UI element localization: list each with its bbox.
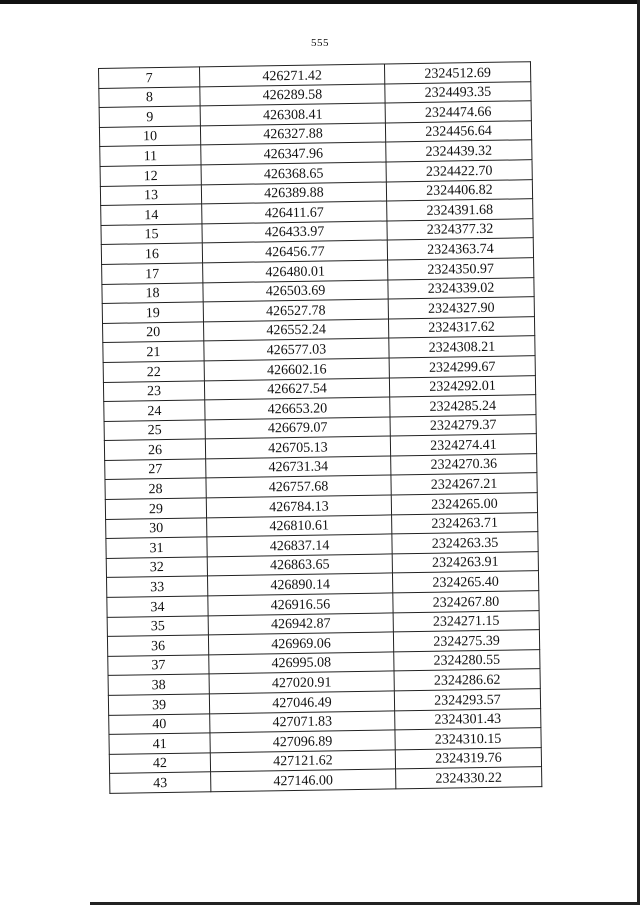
y-coordinate-cell: 2324271.15	[393, 610, 539, 632]
point-number-cell: 26	[104, 439, 205, 460]
y-coordinate-cell: 2324267.80	[393, 591, 539, 613]
y-coordinate-cell: 2324327.90	[388, 297, 534, 319]
x-coordinate-cell: 426969.06	[208, 632, 393, 654]
point-number-cell: 16	[101, 243, 202, 264]
coordinate-table	[98, 61, 542, 794]
y-coordinate-cell: 2324310.15	[395, 728, 541, 750]
y-coordinate-cell: 2324263.91	[392, 551, 538, 573]
scan-edge-top	[0, 0, 640, 4]
x-coordinate-cell: 427096.89	[210, 730, 395, 752]
x-coordinate-cell: 426368.65	[201, 162, 386, 184]
y-coordinate-cell: 2324286.62	[394, 669, 540, 691]
x-coordinate-cell: 427121.62	[210, 750, 395, 772]
point-number-cell: 20	[103, 322, 204, 343]
y-coordinate-cell: 2324456.64	[385, 120, 531, 142]
x-coordinate-cell: 427020.91	[209, 671, 394, 693]
y-coordinate-cell: 2324339.02	[388, 277, 534, 299]
y-coordinate-cell: 2324265.00	[391, 493, 537, 515]
point-number-cell: 43	[110, 772, 211, 793]
y-coordinate-cell: 2324474.66	[385, 101, 531, 123]
y-coordinate-cell: 2324263.71	[392, 512, 538, 534]
x-coordinate-cell: 426527.78	[203, 299, 388, 321]
y-coordinate-cell: 2324274.41	[390, 434, 536, 456]
point-number-cell: 15	[101, 224, 202, 245]
x-coordinate-cell: 426552.24	[203, 319, 388, 341]
x-coordinate-cell: 426289.58	[200, 84, 385, 106]
point-number-cell: 7	[99, 67, 200, 88]
point-number-cell: 25	[104, 420, 205, 441]
page-number: 555	[311, 37, 329, 49]
x-coordinate-cell: 426942.87	[208, 613, 393, 635]
coordinate-table-container	[98, 61, 538, 794]
point-number-cell: 39	[108, 694, 209, 715]
y-coordinate-cell: 2324422.70	[386, 160, 532, 182]
point-number-cell: 18	[102, 282, 203, 303]
x-coordinate-cell: 426837.14	[207, 534, 392, 556]
x-coordinate-cell: 426627.54	[204, 377, 389, 399]
x-coordinate-cell: 426389.88	[201, 182, 386, 204]
y-coordinate-cell: 2324363.74	[387, 238, 533, 260]
point-number-cell: 13	[100, 184, 201, 205]
x-coordinate-cell: 426810.61	[207, 515, 392, 537]
point-number-cell: 12	[100, 165, 201, 186]
point-number-cell: 10	[99, 126, 200, 147]
x-coordinate-cell: 426890.14	[207, 573, 392, 595]
point-number-cell: 34	[107, 596, 208, 617]
x-coordinate-cell: 426577.03	[204, 338, 389, 360]
x-coordinate-cell: 426433.97	[202, 221, 387, 243]
x-coordinate-cell: 426731.34	[206, 456, 391, 478]
point-number-cell: 27	[105, 459, 206, 480]
x-coordinate-cell: 426327.88	[200, 123, 385, 145]
y-coordinate-cell: 2324263.35	[392, 532, 538, 554]
y-coordinate-cell: 2324299.67	[389, 356, 535, 378]
point-number-cell: 9	[99, 106, 200, 127]
point-number-cell: 17	[102, 263, 203, 284]
y-coordinate-cell: 2324319.76	[395, 747, 541, 769]
y-coordinate-cell: 2324293.57	[394, 689, 540, 711]
x-coordinate-cell: 426503.69	[203, 280, 388, 302]
point-number-cell: 29	[105, 498, 206, 519]
x-coordinate-cell: 426480.01	[203, 260, 388, 282]
x-coordinate-cell: 426705.13	[205, 436, 390, 458]
y-coordinate-cell: 2324270.36	[391, 454, 537, 476]
coordinate-table-body	[99, 62, 542, 794]
x-coordinate-cell: 427071.83	[210, 711, 395, 733]
x-coordinate-cell: 426411.67	[202, 201, 387, 223]
y-coordinate-cell: 2324350.97	[388, 258, 534, 280]
x-coordinate-cell: 426916.56	[208, 593, 393, 615]
point-number-cell: 42	[109, 753, 210, 774]
x-coordinate-cell: 426347.96	[201, 142, 386, 164]
y-coordinate-cell: 2324391.68	[387, 199, 533, 221]
x-coordinate-cell: 427146.00	[211, 769, 396, 791]
point-number-cell: 30	[106, 518, 207, 539]
point-number-cell: 41	[109, 733, 210, 754]
y-coordinate-cell: 2324439.32	[386, 140, 532, 162]
point-number-cell: 19	[102, 302, 203, 323]
y-coordinate-cell: 2324330.22	[396, 767, 542, 789]
point-number-cell: 23	[103, 380, 204, 401]
x-coordinate-cell: 426271.42	[199, 64, 384, 86]
y-coordinate-cell: 2324265.40	[392, 571, 538, 593]
x-coordinate-cell: 426308.41	[200, 103, 385, 125]
y-coordinate-cell: 2324275.39	[393, 630, 539, 652]
x-coordinate-cell: 426757.68	[206, 475, 391, 497]
x-coordinate-cell: 426602.16	[204, 358, 389, 380]
x-coordinate-cell: 426863.65	[207, 554, 392, 576]
x-coordinate-cell: 426784.13	[206, 495, 391, 517]
point-number-cell: 33	[107, 576, 208, 597]
y-coordinate-cell: 2324292.01	[389, 375, 535, 397]
point-number-cell: 24	[104, 400, 205, 421]
x-coordinate-cell: 427046.49	[209, 691, 394, 713]
point-number-cell: 32	[106, 557, 207, 578]
y-coordinate-cell: 2324512.69	[384, 62, 530, 84]
y-coordinate-cell: 2324301.43	[395, 708, 541, 730]
x-coordinate-cell: 426653.20	[205, 397, 390, 419]
point-number-cell: 11	[100, 145, 201, 166]
y-coordinate-cell: 2324493.35	[385, 81, 531, 103]
point-number-cell: 21	[103, 341, 204, 362]
point-number-cell: 37	[108, 655, 209, 676]
point-number-cell: 31	[106, 537, 207, 558]
point-number-cell: 28	[105, 478, 206, 499]
y-coordinate-cell: 2324377.32	[387, 218, 533, 240]
point-number-cell: 35	[107, 615, 208, 636]
point-number-cell: 40	[109, 713, 210, 734]
point-number-cell: 36	[107, 635, 208, 656]
y-coordinate-cell: 2324406.82	[386, 179, 532, 201]
y-coordinate-cell: 2324308.21	[389, 336, 535, 358]
x-coordinate-cell: 426995.08	[209, 652, 394, 674]
y-coordinate-cell: 2324280.55	[394, 649, 540, 671]
y-coordinate-cell: 2324285.24	[390, 395, 536, 417]
point-number-cell: 22	[103, 361, 204, 382]
point-number-cell: 38	[108, 674, 209, 695]
x-coordinate-cell: 426456.77	[202, 240, 387, 262]
y-coordinate-cell: 2324317.62	[388, 316, 534, 338]
y-coordinate-cell: 2324267.21	[391, 473, 537, 495]
point-number-cell: 8	[99, 86, 200, 107]
point-number-cell: 14	[101, 204, 202, 225]
x-coordinate-cell: 426679.07	[205, 417, 390, 439]
y-coordinate-cell: 2324279.37	[390, 414, 536, 436]
